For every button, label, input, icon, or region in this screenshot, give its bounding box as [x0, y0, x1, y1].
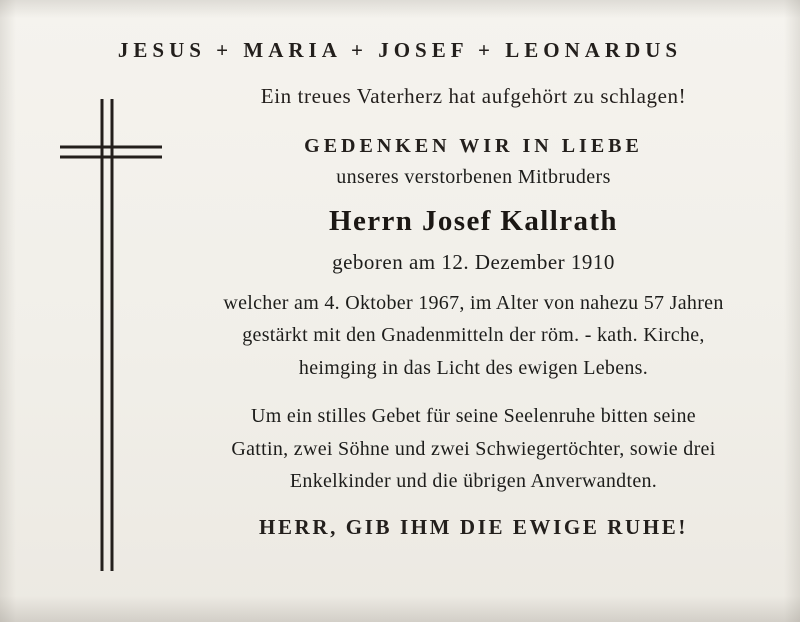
death-line-3: heimging in das Licht des ewigen Lebens. [298, 356, 649, 379]
prayer-line-3: Enkelkinder und die übrigen Anverwandten. [289, 469, 658, 492]
death-paragraph [175, 287, 772, 384]
closing-line: HERR, GIB IHM DIE EWIGE RUHE! [259, 515, 688, 540]
invocation-headline: JESUS + MARIA + JOSEF + LEONARDUS [117, 38, 683, 62]
prayer-line-1: Um ein stilles Gebet für seine Seelenruhe bitten seine [251, 405, 696, 428]
death-line-1: welcher am 4. Oktober 1967, im Alter von nahezu 57 Jahren [223, 292, 724, 314]
paper-edge-right [784, 0, 800, 622]
deceased-name: Herrn Josef Kallrath [329, 205, 618, 237]
subtitle-line: Ein treues Vaterherz hat aufgehört zu schlagen! [260, 84, 687, 108]
prayer-paragraph [175, 400, 772, 497]
gedenken-line: GEDENKEN WIR IN LIEBE [304, 135, 643, 157]
cross-icon [56, 95, 166, 575]
mitbruder-line: unseres verstorbenen Mitbruders [336, 166, 611, 188]
prayer-line-2: Gattin, zwei Söhne und zwei Schwiegertöchter, sowie drei [231, 437, 716, 460]
paper-edge-bottom [0, 596, 800, 622]
card-text-content [175, 84, 772, 540]
paper-edge-left [0, 0, 16, 622]
paper-edge-top [0, 0, 800, 18]
death-line-2: gestärkt mit den Gnadenmitteln der röm. - kath. Kirche, [242, 324, 705, 347]
birth-line: geboren am 12. Dezember 1910 [332, 250, 615, 274]
